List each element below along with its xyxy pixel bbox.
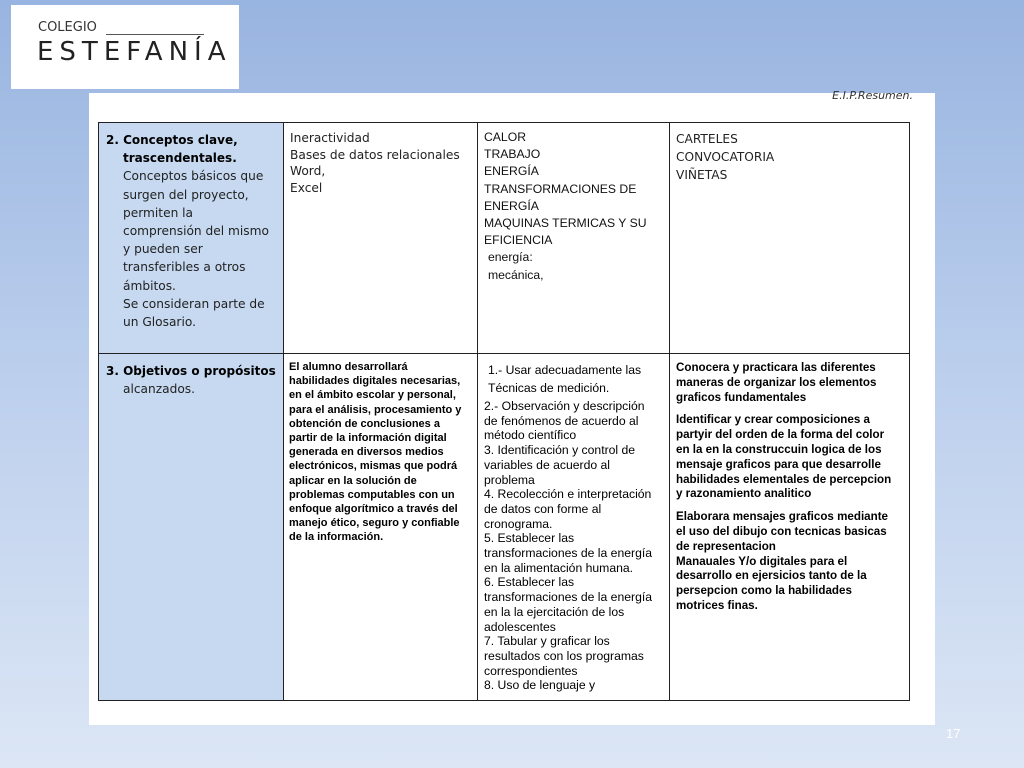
cell-line: Bases de datos relacionales [290, 147, 460, 162]
concepts-table [98, 122, 910, 701]
cell-line: TRANSFORMACIONES DE [484, 181, 637, 196]
cell-line: MAQUINAS TERMICAS Y SU [484, 216, 647, 231]
cell-line: Excel [290, 180, 323, 195]
cell-line: ENERGÍA [484, 198, 539, 213]
cell-line: persepcion como la habilidades [676, 584, 852, 598]
cell-line: Word, [290, 164, 326, 178]
cell-line: desarrollo en ejersicios tanto de la [676, 569, 867, 583]
cell-line: enfoque algorítmico a través del [289, 503, 458, 516]
heading-text-line: Conceptos básicos que [123, 169, 264, 184]
logo-underline [106, 34, 204, 35]
cell-physics-concepts [478, 123, 670, 354]
cell-computing-concepts [284, 123, 478, 354]
cell-line [484, 361, 666, 397]
cell-line: motrices finas. [676, 598, 758, 612]
cell-line: energía: [488, 250, 533, 265]
cell-line: el uso del dibujo con tecnicas basicas [676, 524, 887, 538]
cell-line: graficos fundamentales [676, 390, 807, 404]
cell-line: de fenómenos de acuerdo al [484, 413, 639, 428]
cell-physics-objectives [478, 354, 670, 701]
cell-line: ENERGÍA [484, 164, 539, 179]
cell-line: Técnicas de medición. [488, 381, 610, 395]
heading-text-line: y pueden ser [123, 242, 203, 257]
cell-line: de representacion [676, 539, 776, 553]
cell-line: mensaje graficos para que desarrolle [676, 457, 881, 471]
cell-line: habilidades elementales de percepcion [676, 472, 892, 486]
document-page [89, 89, 935, 725]
cell-line: para el análisis, procesamiento y [289, 403, 462, 416]
cell-line: problemas computables con un [289, 488, 455, 501]
row-heading-concepts [99, 123, 284, 354]
heading-bold-line: 2. Conceptos clave, [106, 133, 238, 147]
slide-number: 17 [946, 726, 961, 741]
cell-design-concepts [670, 123, 910, 354]
cell-line: adolescentes [484, 619, 556, 634]
cell-line: en la alimentación humana. [484, 560, 634, 575]
cell-line: EFICIENCIA [484, 233, 553, 248]
cell-line: Elaborara mensajes graficos mediante [676, 510, 888, 524]
cell-line: variables de acuerdo al [484, 457, 611, 472]
cell-line: TRABAJO [484, 147, 541, 162]
cell-line: CALOR [484, 130, 526, 144]
logo-main-text: ESTEFANÍA [37, 37, 232, 67]
cell-line: El alumno desarrollará [289, 361, 408, 373]
cell-line: resultados con los programas [484, 648, 644, 663]
cell-line: 1.- Usar adecuadamente las [488, 363, 642, 377]
cell-line: 4. Recolección e interpretación [484, 487, 652, 502]
cell-line: de datos con forme al [484, 501, 602, 516]
cell-line: 6. Establecer las [484, 575, 575, 590]
heading-text-line: Se consideran parte de [123, 296, 265, 311]
cell-line: cronograma. [484, 516, 553, 531]
cell-line: Identificar y crear composiciones a [676, 413, 870, 427]
cell-line: aplicar en la solución de [289, 474, 417, 487]
cell-line: partyir del orden de la forma del color [676, 428, 885, 442]
heading-text-line: ámbitos. [123, 278, 176, 293]
cell-line: VIÑETAS [676, 168, 728, 182]
logo-top-text: COLEGIO [38, 20, 97, 35]
row-heading-objectives [99, 354, 284, 701]
cell-line: 5. Establecer las [484, 531, 575, 546]
objective-paragraph [676, 510, 906, 614]
objective-paragraph [676, 413, 906, 502]
heading-text-line: permiten la [123, 205, 194, 220]
cell-line: mecánica, [488, 267, 544, 282]
heading-text-line: comprensión del mismo [123, 224, 269, 239]
cell-line: Manauales Y/o digitales para el [676, 554, 848, 568]
cell-line: en la la ejercitación de los [484, 604, 625, 619]
objective-paragraph [676, 361, 906, 405]
cell-line: en el ámbito escolar y personal, [289, 389, 456, 402]
table-row [99, 123, 910, 354]
cell-line: 3. Identificación y control de [484, 443, 636, 458]
cell-line: electrónicos, mismas que podrá [289, 460, 458, 473]
school-logo [11, 5, 239, 89]
cell-line: maneras de organizar los elementos [676, 375, 877, 389]
heading-bold-line: trascendentales. [123, 151, 237, 166]
cell-design-objectives [670, 354, 910, 701]
cell-line: correspondientes [484, 663, 578, 678]
cell-line: obtención de conclusiones a [289, 417, 440, 430]
cell-line: manejo ético, seguro y confiable [289, 517, 460, 530]
document-header: E.I.P.Resumen. [832, 89, 913, 102]
cell-line: método científico [484, 428, 577, 443]
cell-line: 2.- Observación y descripción [484, 399, 645, 413]
heading-text-line: un Glosario. [123, 315, 196, 330]
cell-line: transformaciones de la energía [484, 590, 653, 605]
cell-line: 7. Tabular y graficar los [484, 634, 610, 649]
cell-line: en la en la construccuin logica de los [676, 442, 882, 456]
cell-line: CONVOCATORIA [676, 150, 775, 164]
heading-bold-line: 3. Objetivos o propósitos [106, 364, 276, 378]
cell-line: 8. Uso de lenguaje y [484, 678, 596, 693]
table-row [99, 354, 910, 701]
heading-text-line: surgen del proyecto, [123, 187, 249, 202]
cell-line: generada en diversos medios [289, 446, 444, 459]
cell-line: partir de la información digital [289, 432, 447, 445]
cell-line: Conocera y practicara las diferentes [676, 361, 876, 374]
cell-line: transformaciones de la energía [484, 546, 653, 561]
cell-line: problema [484, 472, 535, 487]
cell-line: de la información. [289, 531, 384, 544]
cell-line: habilidades digitales necesarias, [289, 375, 461, 388]
cell-computing-objectives [284, 354, 478, 701]
cell-line: y razonamiento analitico [676, 487, 812, 501]
heading-text-line: transferibles a otros [123, 260, 246, 275]
cell-line: CARTELES [676, 132, 738, 146]
heading-text-line: alcanzados. [123, 382, 196, 397]
cell-line: Ineractividad [290, 131, 370, 145]
